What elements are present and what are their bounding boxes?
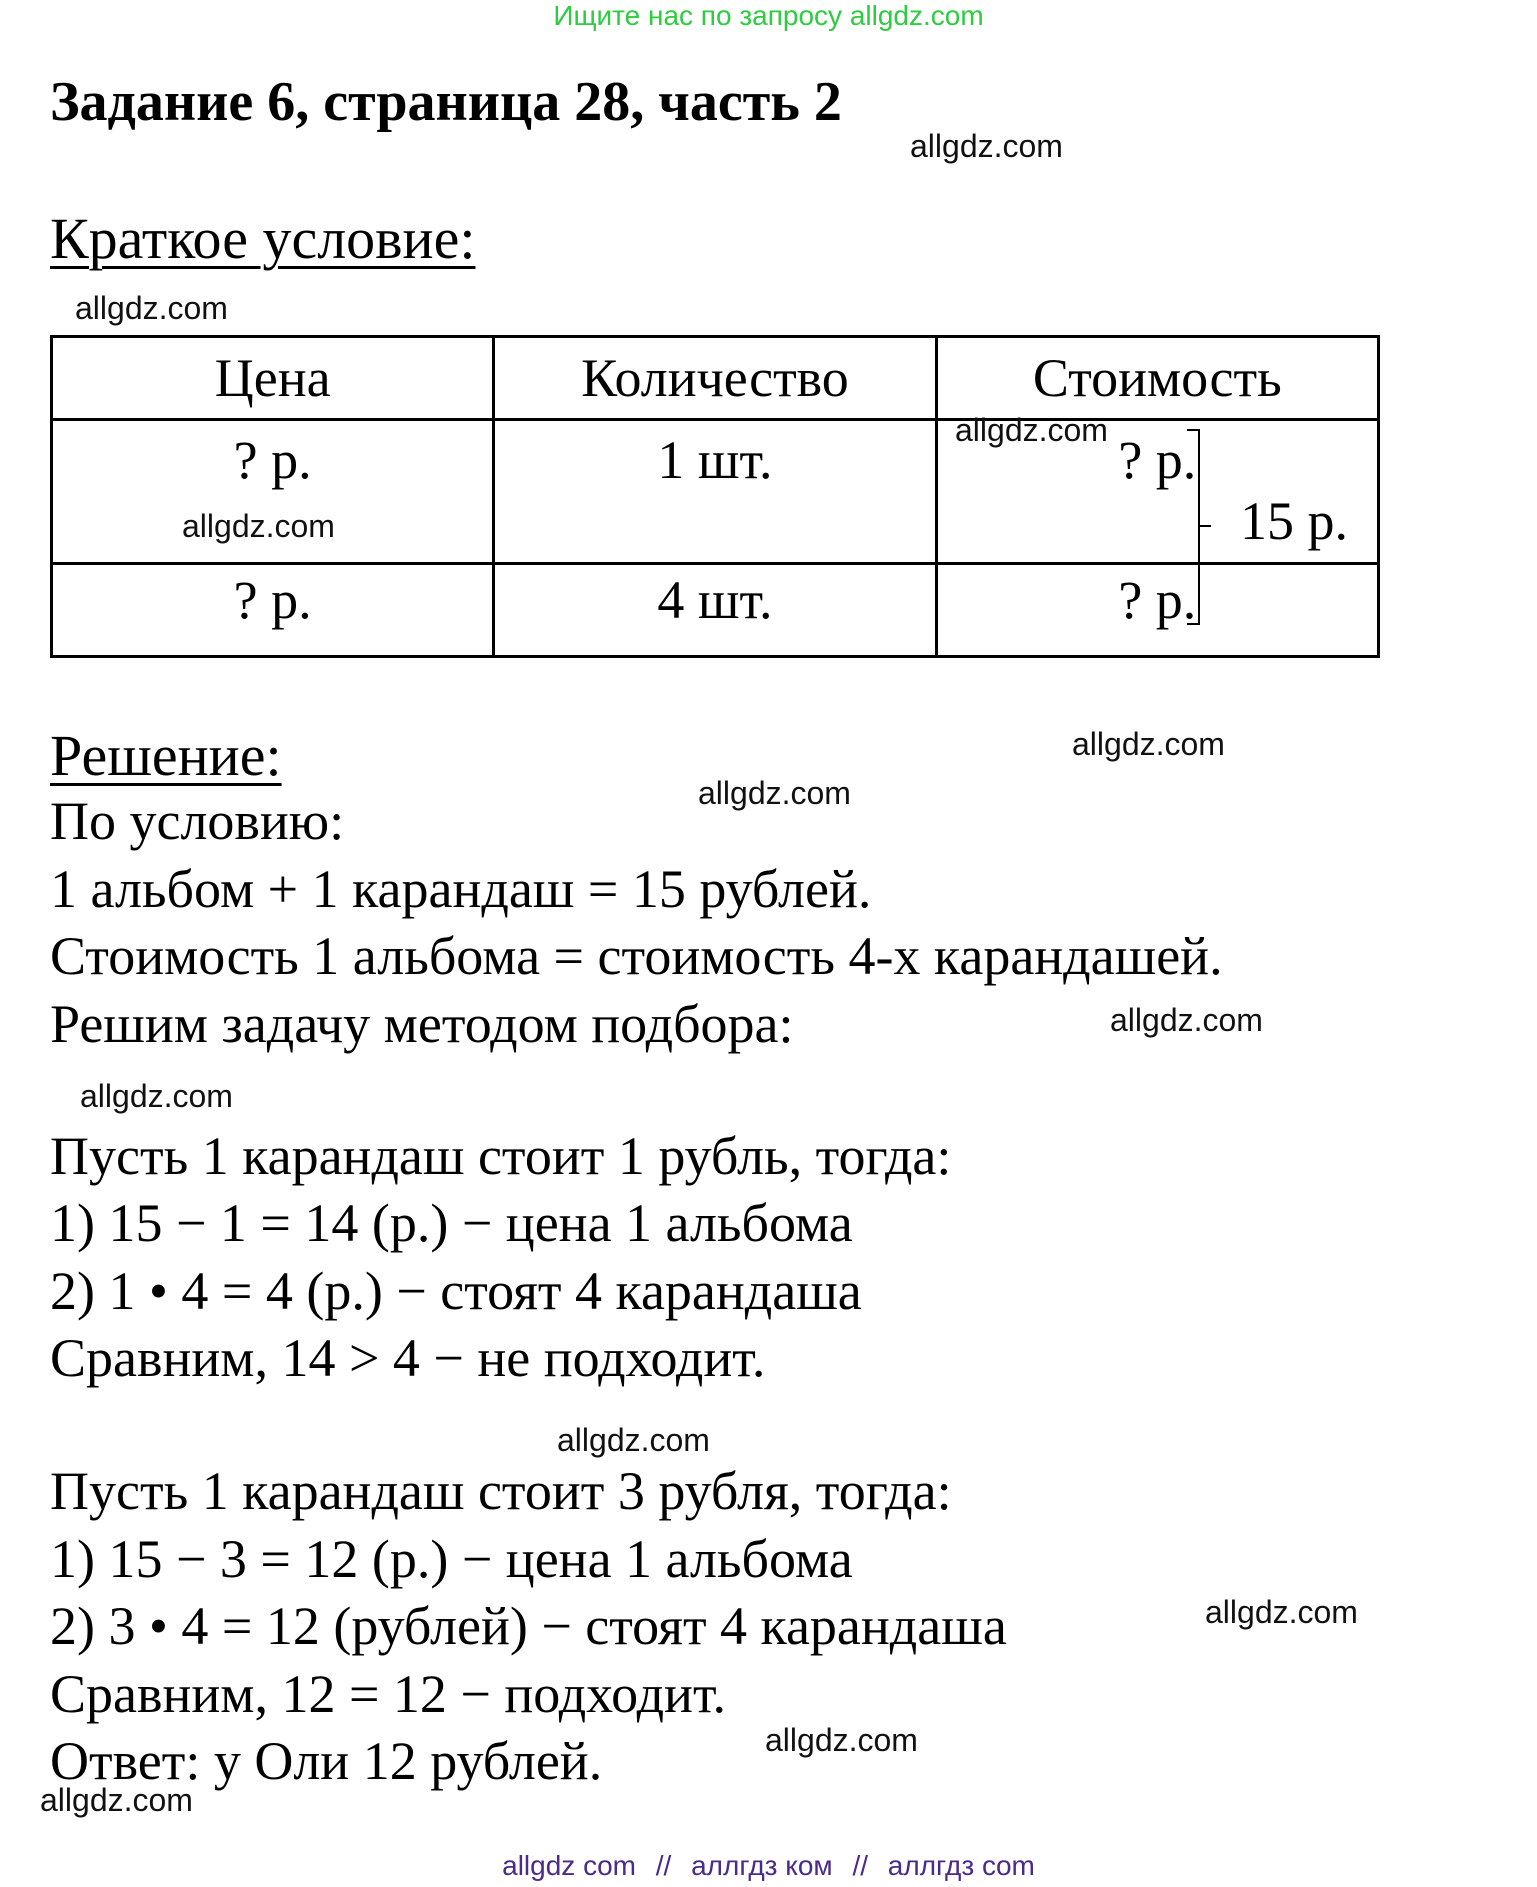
- watermark: allgdz.com: [75, 290, 228, 326]
- attempt1-line: Пусть 1 карандаш стоит 1 рубль, тогда:: [50, 1126, 952, 1186]
- table-cell: ? р.: [936, 420, 1378, 564]
- attempt2-line: Сравним, 12 = 12 − подходит.: [50, 1664, 726, 1724]
- header-quantity: Количество: [494, 337, 936, 420]
- watermark: allgdz.com: [1205, 1594, 1358, 1630]
- page-title: Задание 6, страница 28, часть 2: [50, 71, 842, 133]
- answer-line: Ответ: у Оли 12 рублей.: [50, 1731, 603, 1791]
- watermark: allgdz.com: [557, 1422, 710, 1458]
- attempt1-line: 1) 15 − 1 = 14 (р.) − цена 1 альбома: [50, 1193, 853, 1253]
- watermark: allgdz.com: [1072, 726, 1225, 762]
- table-cell: ? р.: [52, 420, 494, 564]
- attempt1-line: Сравним, 14 > 4 − не подходит.: [50, 1328, 766, 1388]
- solution-line: Стоимость 1 альбома = стоимость 4-х карандашей.: [50, 926, 1223, 986]
- table-header-row: [52, 337, 1379, 420]
- solution-line: По условию:: [50, 791, 345, 851]
- watermark: allgdz.com: [1110, 1002, 1263, 1038]
- solution-line: 1 альбом + 1 карандаш = 15 рублей.: [50, 859, 872, 919]
- attempt1-line: 2) 1 • 4 = 4 (р.) − стоят 4 карандаша: [50, 1261, 862, 1321]
- solution-heading: Решение:: [50, 723, 282, 788]
- watermark: allgdz.com: [80, 1078, 233, 1114]
- condition-table: [50, 335, 1380, 658]
- header-price: Цена: [52, 337, 494, 420]
- solution-line: Решим задачу методом подбора:: [50, 994, 794, 1054]
- footer-links: [0, 1850, 1537, 1882]
- watermark: allgdz.com: [182, 508, 335, 544]
- table-row: [52, 564, 1379, 657]
- attempt2-line: 2) 3 • 4 = 12 (рублей) − стоят 4 карандаша: [50, 1596, 1007, 1656]
- footer-link[interactable]: аллгдз ком: [691, 1850, 833, 1881]
- watermark: allgdz.com: [910, 128, 1063, 164]
- watermark: allgdz.com: [40, 1782, 193, 1818]
- watermark: allgdz.com: [698, 775, 851, 811]
- attempt2-line: Пусть 1 карандаш стоит 3 рубля, тогда:: [50, 1461, 952, 1521]
- table-cell: 1 шт.: [494, 420, 936, 564]
- total-cost: 15 р.: [1240, 491, 1348, 551]
- footer-link[interactable]: аллгдз com: [887, 1850, 1035, 1881]
- attempt2-line: 1) 15 − 3 = 12 (р.) − цена 1 альбома: [50, 1529, 853, 1589]
- watermark: allgdz.com: [955, 412, 1108, 448]
- header-cost: Стоимость: [936, 337, 1378, 420]
- table-cell: ? р.: [936, 564, 1378, 657]
- condition-heading: Краткое условие:: [50, 206, 476, 271]
- top-banner: Ищите нас по запросу allgdz.com: [553, 0, 984, 31]
- footer-separator: //: [655, 1850, 672, 1881]
- brace-icon: [1185, 428, 1215, 628]
- table-cell: 4 шт.: [494, 564, 936, 657]
- watermark: allgdz.com: [765, 1722, 918, 1758]
- table-cell: ? р.: [52, 564, 494, 657]
- footer-separator: //: [852, 1850, 868, 1881]
- footer-link[interactable]: allgdz com: [502, 1850, 636, 1881]
